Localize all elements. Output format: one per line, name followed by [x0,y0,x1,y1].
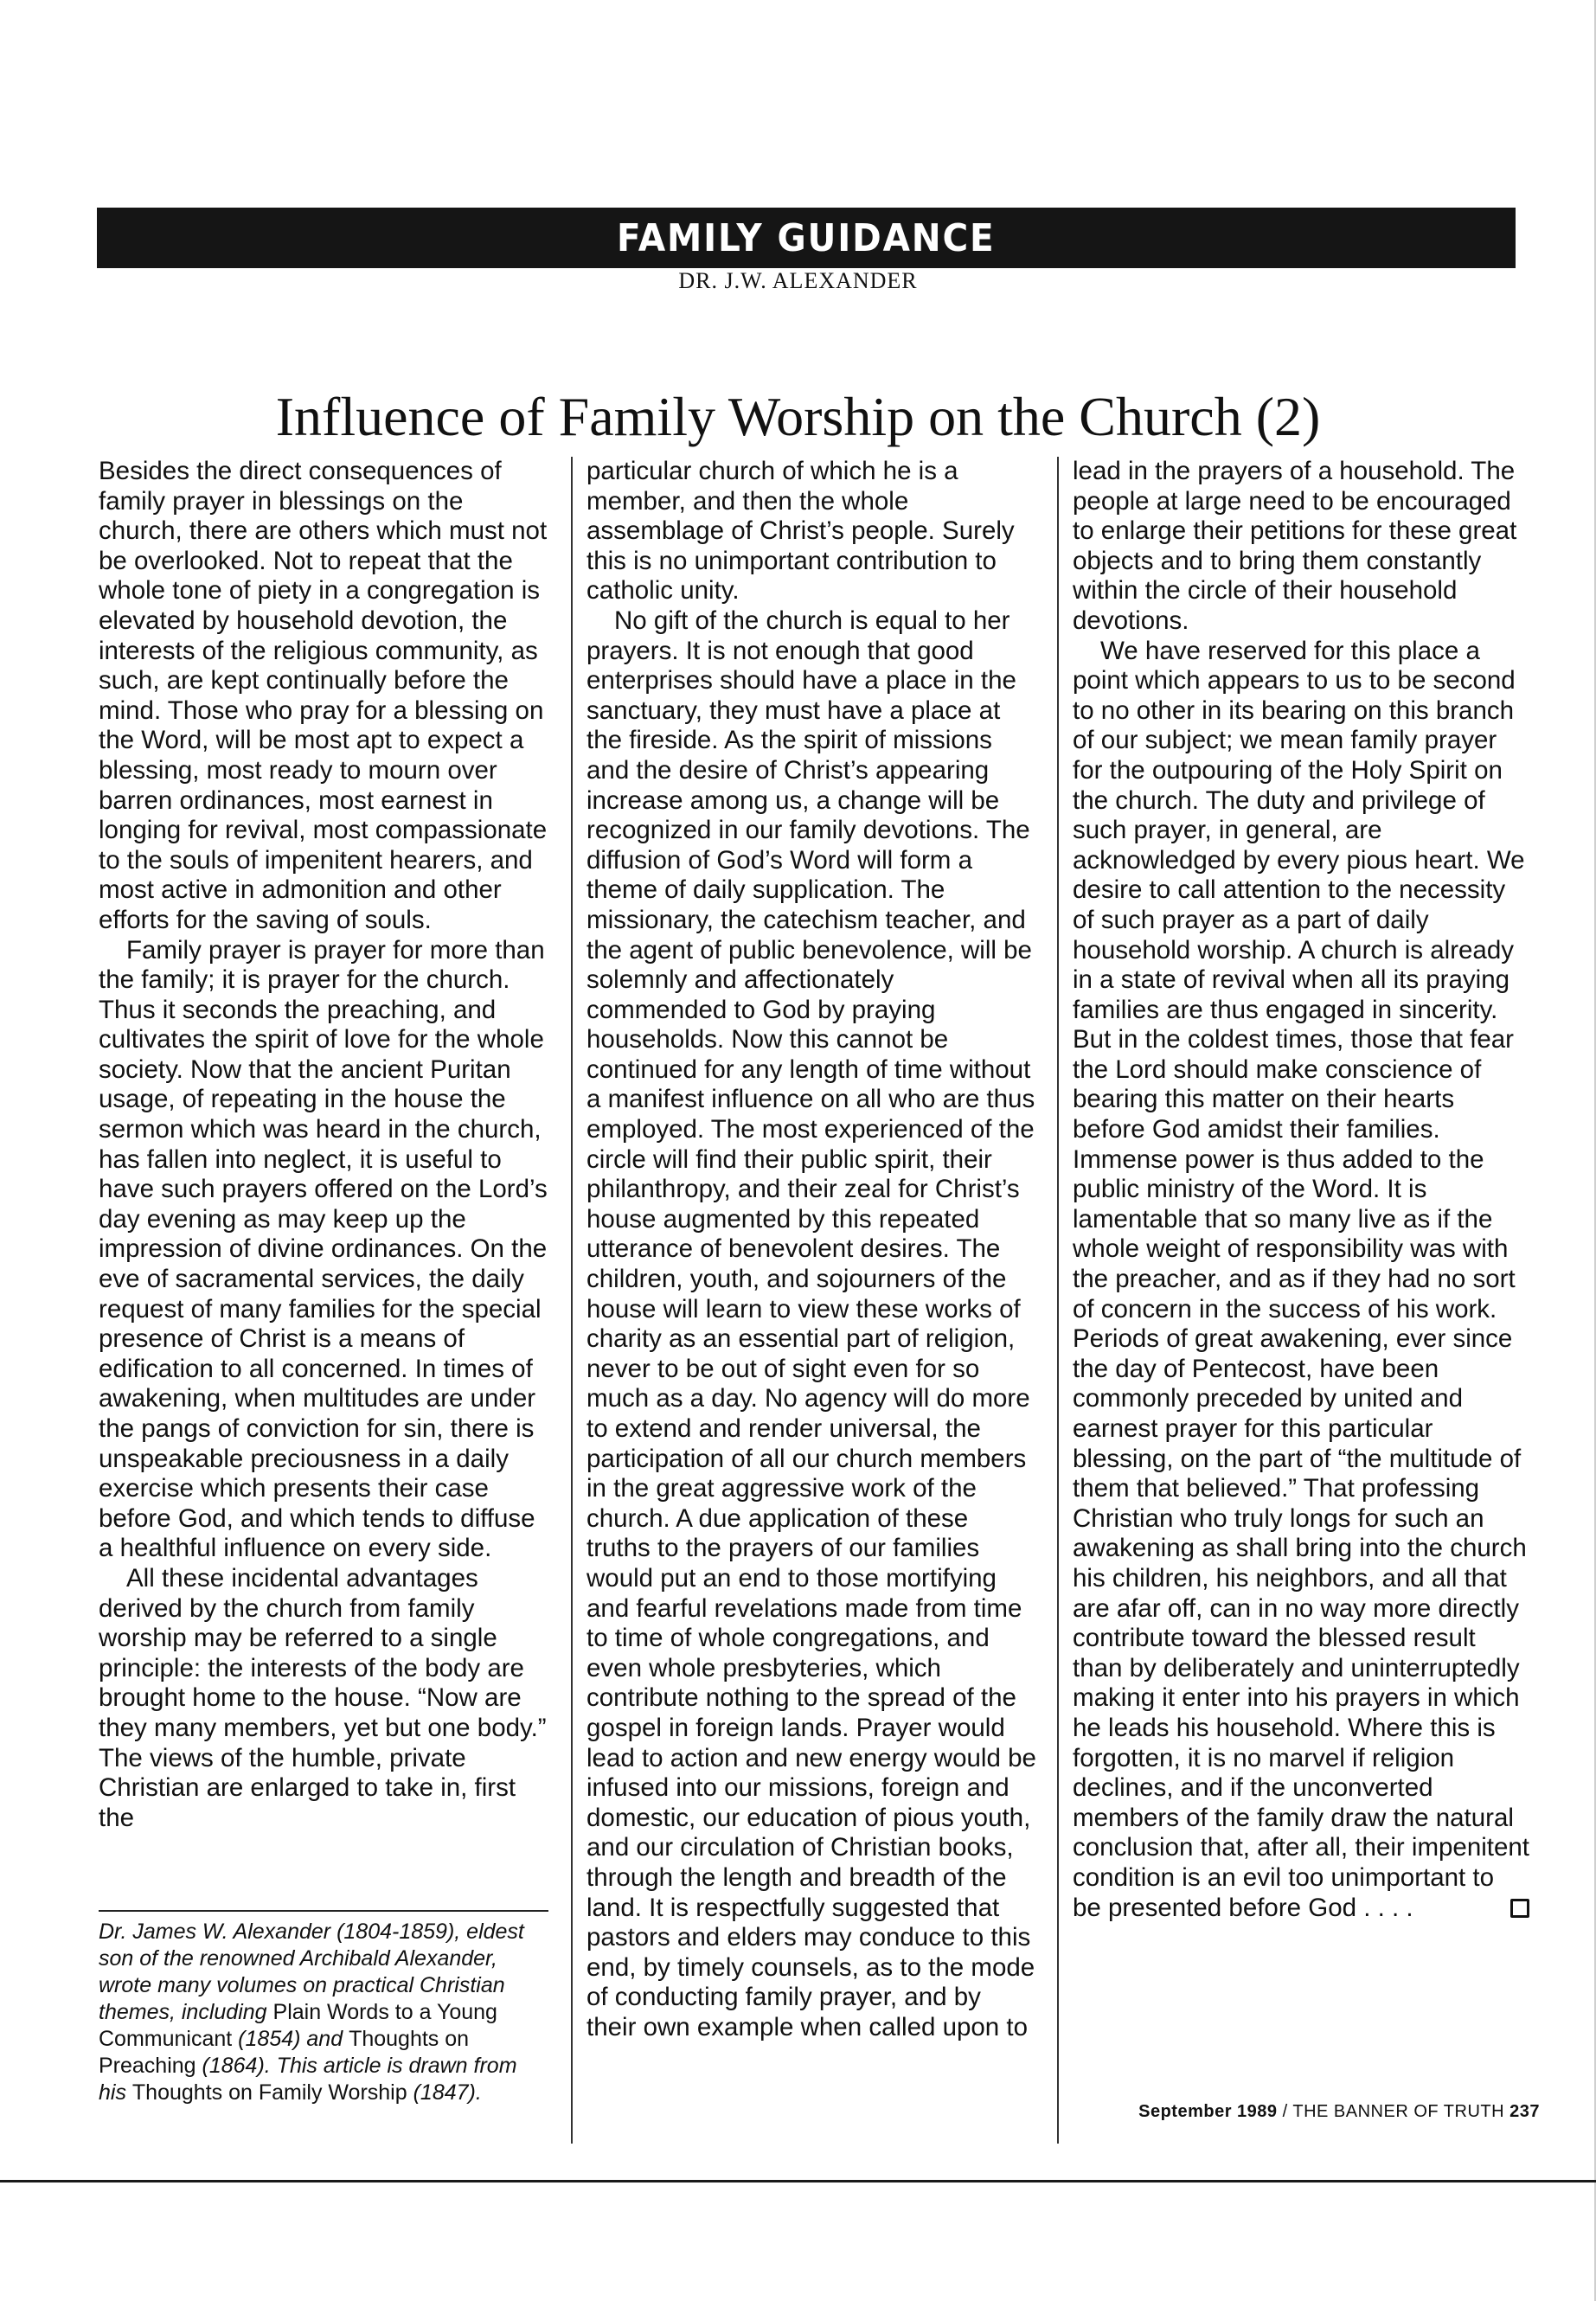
paragraph: Besides the direct consequences of family prayer in blessings on the church, there are others which must not be overlooked. Not to repeat that the whole tone of piety in a congregation is elevated by household devotion, the interests of the religious community, as such, are kept continually before the mind. Those who pray for a blessing on the Word, will be most apt to expect a blessing, most ready to mourn over barren ordinances, most earnest in longing for revival, most compassionate to the souls of impenitent hearers, and most active in admonition and other efforts for the saving of souls. [99,457,548,934]
text-column-2 [586,457,1036,2042]
paragraph: No gift of the church is equal to her prayers. It is not enough that good enterprises should have a place in the sanctuary, they must have a place at the fireside. As the spirit of missions and the desire of Christ’s appearing increase among us, a change will be recognized in our family devotions. The diffusion of God’s Word will form a theme of daily supplication. The missionary, the catechism teacher, and the agent of public benevolence, will be solemnly and affectionately commended to God by praying households. Now this cannot be continued for any length of time without a manifest influence on all who are thus employed. The most experienced of the circle will find their public spirit, their philanthropy, and their zeal for Christ’s house augmented by this repeated utterance of benevolent desires. The children, youth, and sojourners of the house will learn to view these works of charity as an essential part of religion, never to be out of sight even for so much as a day. No agency will do more to extend and render universal, the participation of all our church members in the great aggressive work of the church. A due application of these truths to the prayers of our families would put an end to those mortifying and fearful revelations made from time to time of whole congregations, and even whole presbyteries, which contribute nothing to the spread of the gospel in foreign lands. Prayer would lead to action and new energy would be infused into our missions, foreign and domestic, our education of pious youth, and our circulation of Christian books, through the length and breadth of the land. It is respectfully suggested that pastors and elders may conduce to this end, by timely counsels, as to the mode of conducting family prayer, and by their own example when called upon to [586,606,1036,2041]
book-title: Thoughts on Preaching [99,2027,470,2078]
footnote-text: (1854) and [232,2027,349,2051]
footnote-text: Dr. James W. Alexander (1804-1859), eldest son of the renowned Archibald Alexander, wrote many volumes on practical Christian themes, including [99,1920,524,2024]
article-title: Influence of Family Worship on the Church (2) [275,386,1321,447]
author-footnote [99,1919,548,2106]
publication-name: THE BANNER OF TRUTH [1292,2102,1505,2121]
text-column-3 [1073,457,1529,1923]
author-byline: DR. J.W. ALEXANDER [678,268,918,293]
book-title: Plain Words to a Young Communicant [99,2000,497,2051]
paragraph: Family prayer is prayer for more than the family; it is prayer for the church. Thus it seconds the preaching, and cultivates the spirit of love for the whole society. Now that the ancient Puritan usage, of repeating in the house the sermon which was heard in the church, has fallen into neglect, it is useful to have such prayers offered on the Lord’s day evening as may keep up the impression of divine ordinances. On the eve of sacramental services, the daily request of many families for the special presence of Christ is a means of edification to all concerned. In times of awakening, when multitudes are under the pangs of conviction for sin, there is unspeakable preciousness in a daily exercise which presents their case before God, and which tends to diffuse a healthful influence on every side. [99,935,548,1563]
footnote-text: (1847). [407,2080,482,2105]
book-title: Thoughts on Family Worship [131,2080,407,2105]
column-divider [571,457,573,2144]
section-title: FAMILY GUIDANCE [617,215,996,260]
paragraph-text: We have reserved for this place a point which appears to us to be second to no other in its bearing on this branch of our subject; we mean family prayer for the outpouring of the Holy Spirit on the church. The duty and privilege of such prayer, in general, are acknowledged by every pious heart. We desire to call attention to the necessity of such prayer as a part of daily household worship. A church is already in a state of revival when all its praying families are thus engaged in sincerity. But in the coldest times, those that fear the Lord should make conscience of bearing this matter on their hearts before God amidst their families. Immense power is thus added to the public ministry of the Word. It is lamentable that so many live as if the whole weight of responsibility was with the preacher, and as if they had no sort of concern in the success of his work. Periods of great awakening, ever since the day of Pentecost, have been commonly preceded by united and earnest prayer for this particular blessing, on the part of “the multitude of them that believed.” That professing Christian who truly longs for such an awakening as shall bring into the church his children, his neighbors, and all that are afar off, can in no way more directly contribute toward the blessed result than by deliberately and uninterruptedly making it enter into his prayers in which he leads his household. Where this is forgotten, it is no marvel if religion declines, and if the unconverted members of the family draw the natural conclusion that, after all, their impenitent condition is an evil too unimportant to be presented before God . . . . [1073,636,1530,1922]
issue-date: September 1989 [1138,2102,1278,2121]
footnote-divider [99,1910,548,1912]
paragraph: particular church of which he is a member, and then the whole assemblage of Christ’s people. Surely this is no unimportant contribution to catholic unity. [586,457,1015,606]
footnote-text: (1864). This article is drawn from his [99,2054,517,2105]
folio-separator: / [1277,2102,1293,2121]
column-divider [1057,457,1059,2144]
paragraph [1073,637,1529,1924]
page-bottom-edge [0,2180,1596,2182]
page-number: 237 [1509,2102,1540,2121]
section-banner [97,208,1516,268]
paragraph: All these incidental advantages derived by the church from family worship may be referred to a single principle: the interests of the body are brought home to the house. “Now are they many members, yet but one body.” The views of the humble, private Christian are enlarged to take in, first the [99,1563,547,1832]
page-footer [1073,2102,1540,2122]
text-column-1 [99,457,548,1833]
paragraph: lead in the prayers of a household. The people at large need to be encouraged to enlarge their petitions for these great objects and to bring them constantly within the circle of their household devotions. [1073,457,1517,635]
end-of-article-icon [1510,1899,1529,1918]
